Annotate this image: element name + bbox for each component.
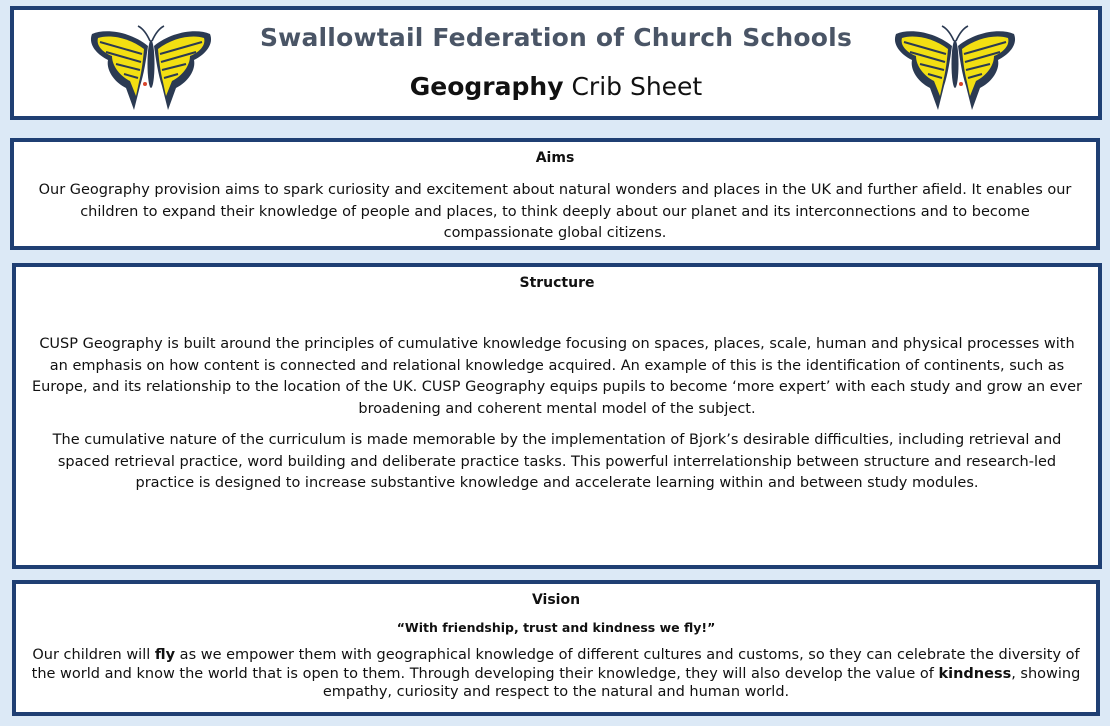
aims-section	[10, 138, 1100, 250]
structure-paragraph-2: The cumulative nature of the curriculum is made memorable by the implementation of Bjork’s desirable difficulties, including retrieval and spaced retrieval practice, word building and deliberate practice tasks. This powerful interrelationship between structure and research-led practice is designed to increase substantive knowledge and accelerate learning within and between study modules.	[52, 432, 1062, 492]
vision-text	[24, 646, 1088, 702]
butterfly-icon	[890, 24, 1020, 114]
vision-section	[12, 580, 1100, 716]
vision-emphasis-kindness: kindness	[938, 665, 1012, 682]
vision-motto: “With friendship, trust and kindness we fly!”	[396, 620, 716, 635]
aims-text: Our Geography provision aims to spark curiosity and excitement about natural wonders and places in the UK and further afield. It enables our children to expand their knowledge of people and places, to think deeply about our planet and its interconnections and to become compassionate global citizens.	[38, 182, 1072, 242]
structure-section	[12, 263, 1102, 569]
title-subject: Geography	[409, 72, 564, 101]
structure-heading: Structure	[519, 275, 595, 291]
vision-emphasis-fly: fly	[154, 647, 176, 663]
vision-text-part-3: , showing empathy, curiosity and respect to the natural and human world.	[322, 665, 1081, 700]
title-rest: Crib Sheet	[571, 72, 703, 101]
aims-heading: Aims	[535, 150, 575, 166]
header-banner	[10, 6, 1102, 120]
vision-text-part-1: Our children will	[32, 647, 155, 663]
vision-heading: Vision	[531, 592, 581, 608]
school-name: Swallowtail Federation of Church Schools	[259, 23, 853, 52]
vision-text-part-2: as we empower them with geographical knowledge of different cultures and customs, so they can celebrate the diversity of the world and know the world that is open to them. Through developing their knowledge, they will also develop the value of	[31, 647, 1080, 682]
structure-paragraph-1: CUSP Geography is built around the principles of cumulative knowledge focusing on spaces, places, scale, human and physical processes with an emphasis on how content is connected and relational knowledge acquired. An example of this is the identification of continents, such as Europe, and its relationship to the location of the UK. CUSP Geography equips pupils to become ‘more expert’ with each study and grow an ever broadening and coherent mental model of the subject.	[31, 336, 1083, 417]
